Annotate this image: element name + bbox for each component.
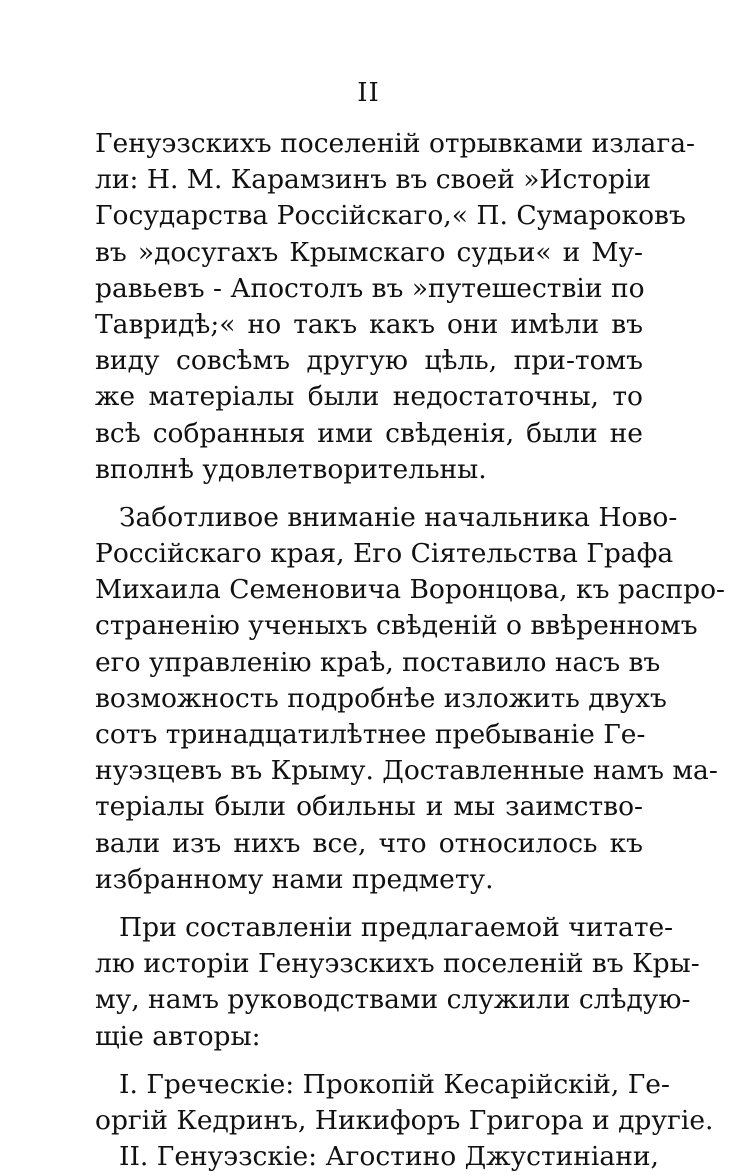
text-line: въ »досугахъ Крымскаго судьи« и Му- [95, 236, 643, 268]
text-line: сотъ тринадцатилѣтнее пребываніе Ге- [95, 719, 646, 750]
text-line: ли: Н. М. Карамзинъ въ своей »Исторіи [95, 164, 652, 196]
text-line: Россійскаго края, Его Сіятельства Графа [95, 538, 674, 570]
page-number: II [357, 78, 380, 108]
paragraph-5 [95, 1139, 659, 1175]
paragraph-3 [95, 910, 700, 1055]
text-line: возможность подробнѣе изложить двухъ [95, 682, 667, 714]
text-line: теріалы были обильны и мы заимство- [95, 791, 643, 823]
text-line: Михаила Семеновича Воронцова, къ распро- [95, 574, 726, 606]
text-line: равьевъ - Апостолъ въ »путешествіи по [95, 272, 645, 304]
text-line: лю исторіи Генуэзскихъ поселеній въ Кры- [95, 948, 700, 980]
text-line: вали изъ нихъ все, что относилось къ [95, 827, 643, 859]
text-line: Тавридѣ;« но такъ какъ они имѣли въ [95, 308, 643, 340]
text-line: нуэзцевъ въ Крыму. Доставленные намъ ма- [95, 755, 718, 787]
text-line: виду совсѣмъ другую цѣль, при-томъ [95, 345, 643, 377]
text-line: Генуэзскихъ поселеній отрывками излага- [95, 128, 695, 159]
paragraph-2 [95, 500, 726, 898]
text-line: При составленіи предлагаемой читате- [119, 911, 674, 943]
paragraph-spacer [95, 898, 643, 910]
text-line: II. Генуэзскіе: Агостино Джустиніани, [119, 1141, 659, 1173]
paragraph-1 [95, 126, 695, 488]
text-line: му, намъ руководствами служили слѣдую- [95, 984, 691, 1016]
body-text [95, 126, 726, 1175]
text-line: I. Греческіе: Прокопій Кесарійскій, Ге- [119, 1068, 670, 1100]
text-line: же матеріалы были недостаточны, то [95, 381, 643, 413]
text-line: Государства Россійскаго,« П. Сумароковъ [95, 200, 686, 232]
text-line: оргій Кедринъ, Никифоръ Григора и другіе. [95, 1104, 714, 1136]
paragraph-spacer [95, 488, 643, 500]
text-line: всѣ собранныя ими свѣденія, были не [95, 417, 643, 449]
text-line: страненію ученыхъ свѣденій о ввѣренномъ [95, 610, 698, 642]
text-line: Заботливое вниманіе начальника Ново- [119, 501, 678, 533]
text-line: щіе авторы: [95, 1020, 261, 1052]
paragraph-4 [95, 1067, 714, 1139]
text-line: его управленію краѣ, поставило насъ въ [95, 646, 661, 678]
text-line: избранному нами предмету. [95, 863, 494, 895]
paragraph-spacer [95, 1055, 643, 1067]
text-line: вполнѣ удовлетворительны. [95, 453, 487, 485]
